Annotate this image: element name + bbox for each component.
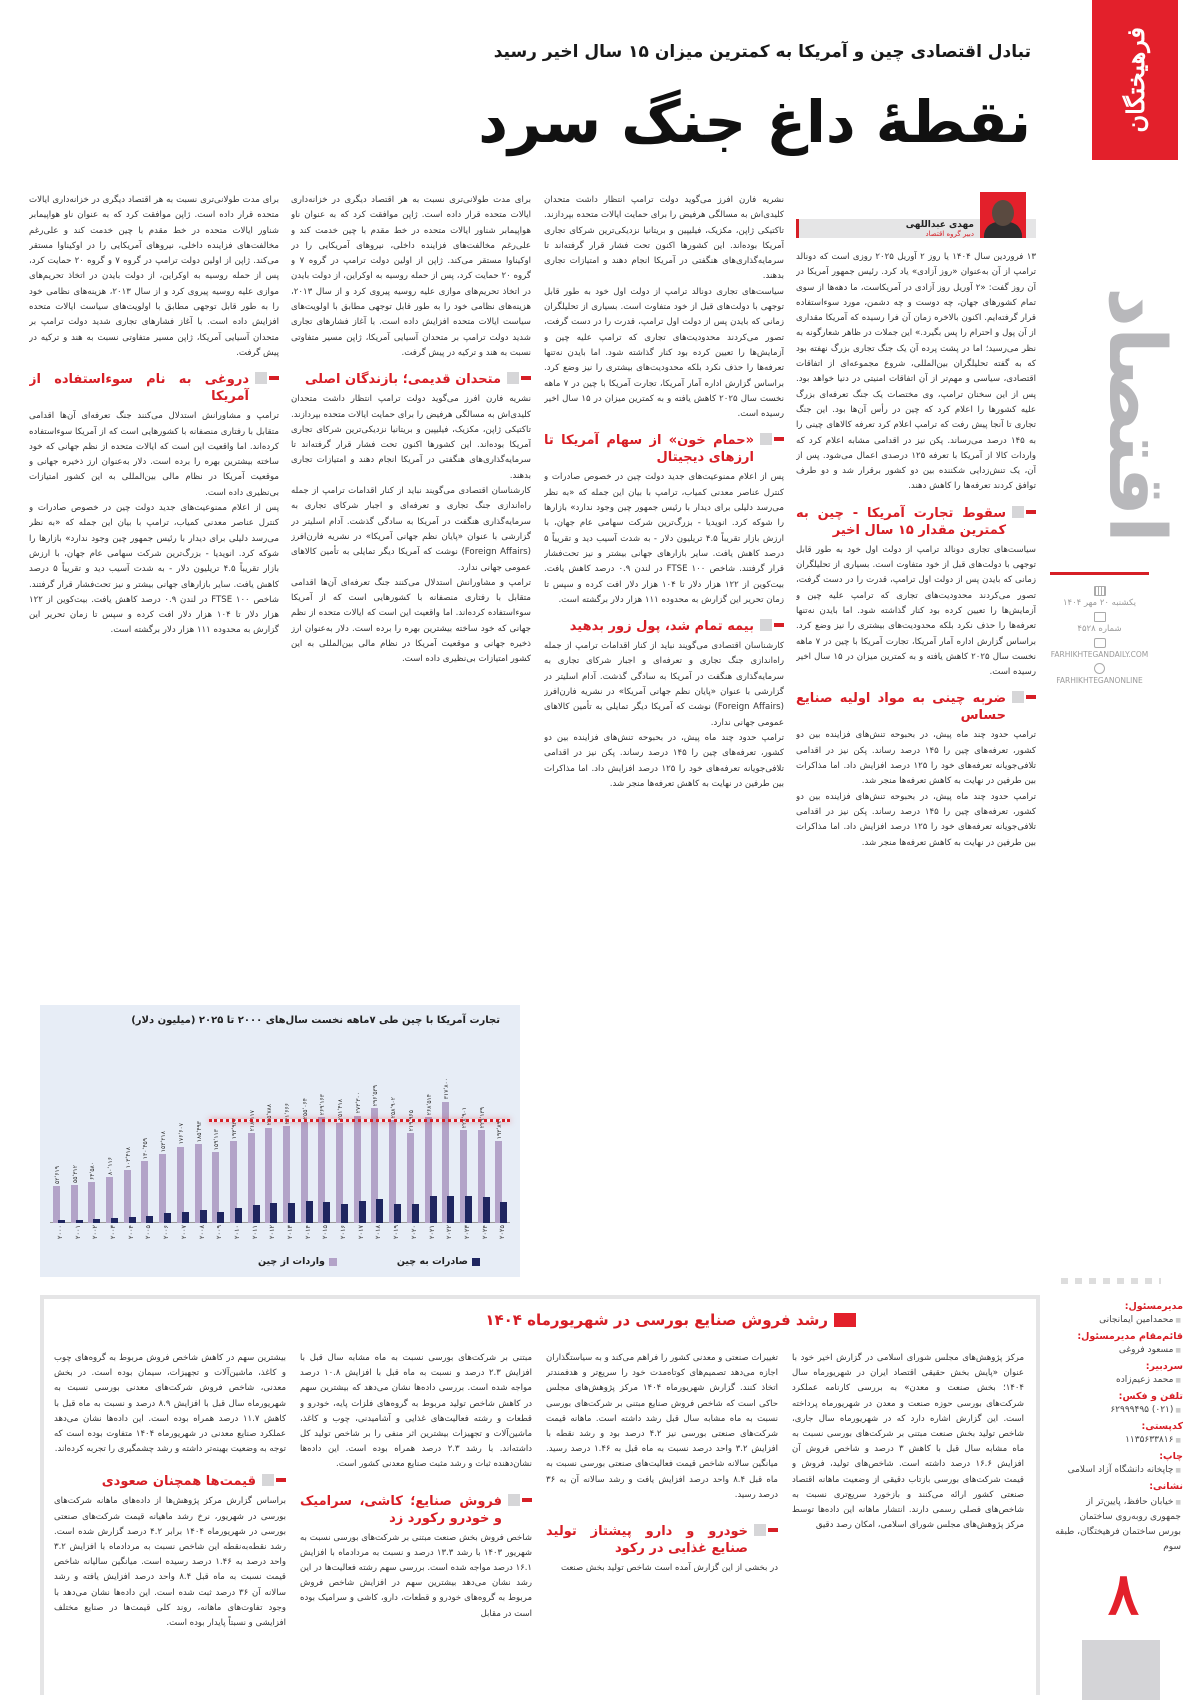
article-kicker: تبادل اقتصادی چین و آمریکا به کمترین میزان ۱۵ سال اخیر رسید xyxy=(493,42,1031,62)
import-bar xyxy=(88,1182,95,1223)
section-heading: قیمت‌ها همچنان صعودی xyxy=(54,1473,286,1490)
export-bar xyxy=(323,1202,330,1223)
x-axis-label: ۲۰۰۰ xyxy=(56,1225,64,1239)
export-bar xyxy=(93,1219,100,1223)
bar-group xyxy=(52,1053,69,1223)
x-axis-label: ۲۰۱۵ xyxy=(321,1225,330,1239)
bar-group xyxy=(335,1053,352,1223)
x-axis-label: ۲۰۰۴ xyxy=(126,1225,135,1239)
bar-group xyxy=(370,1053,387,1223)
import-value: ۲۶۸٬۵۱۴ xyxy=(425,1094,433,1116)
bar-group xyxy=(477,1053,494,1223)
export-bar xyxy=(394,1204,401,1223)
section-text: ترامپ حدود چند ماه پیش، در بحبوحه تنش‌های فزاینده بین دو کشور، تعرفه‌های چین را ۱۴۵ درصد رساند. پکن نیز در اقدامی تلافی‌جویانه تعرفه‌های خود را ۱۲۵ درصد افزایش داد. اما مذاکرات بین طرفین در نهایت به کاهش تعرفه‌ها منجر شد. xyxy=(796,791,1036,848)
x-axis-label: ۲۰۰۱ xyxy=(73,1225,82,1239)
bar-group xyxy=(406,1053,423,1223)
import-value: ۱۹۳٬۸۹۰ xyxy=(496,1117,504,1140)
section-heading: متحدان قدیمی؛ بازندگان اصلی xyxy=(291,371,531,388)
export-bar xyxy=(164,1213,171,1223)
section-heading: خودرو و دارو پیشتاز تولید صنایع غذایی در رکود xyxy=(546,1523,778,1557)
export-bar xyxy=(111,1218,118,1223)
section-label: اقتصاد xyxy=(1091,287,1181,543)
x-axis-label: ۲۰۲۵ xyxy=(498,1225,507,1239)
export-bar xyxy=(341,1204,348,1223)
export-bar xyxy=(447,1196,454,1223)
bar-group xyxy=(300,1053,317,1223)
bottom-article-title: رشد فروش صنایع بورسی در شهریورماه ۱۴۰۴ xyxy=(485,1311,856,1329)
import-bar xyxy=(53,1186,60,1223)
x-axis-label: ۲۰۱۷ xyxy=(356,1225,365,1239)
social-handle[interactable]: FARHIKHTEGANONLINE xyxy=(1056,676,1143,685)
dots-decoration xyxy=(1061,1278,1161,1284)
section-text: برای مدت طولانی‌تری نسبت به هر اقتصاد دیگری در خزانه‌داری ایالات متحده قرار داده است. ژاپن موافقت کرد که به عنوان ناو هواپیمابر شناور ایالات متحده در خط مقدم با چین خدمت کند و علی‌رغم مخالفت‌های فزاینده داخلی، نیروهای آمریکایی را در اوکیناوا مستقر می‌کند. ژاپن از اولین دولت ترامپ در گروه ۷ و گروه ۲۰ حمایت کرد، پس از حمله روسیه به اوکراین، از دولت بایدن در اتخاذ تحریم‌های موازی علیه روسیه پیروی کرد و از سال ۲۰۱۳، هزینه‌های نظامی خود را به طور قابل توجهی مطابق با اولویت‌های سیاست ایالات متحده افزایش داده است. با آغاز فشارهای تجاری شدید دولت ترامپ بر متحدان آسیایی آمریکا، ژاپن مسیر متفاوتی نسبت به هند و ترکیه در پیش گرفت. xyxy=(291,195,531,358)
x-axis-label: ۲۰۲۴ xyxy=(480,1225,489,1239)
export-bar xyxy=(465,1196,472,1223)
section-heading: دروغی به نام سوءاستفاده از آمریکا xyxy=(29,371,279,405)
bar-group xyxy=(388,1053,405,1223)
author-photo xyxy=(980,192,1026,238)
import-value: ۲۱۸٬۱۱۷ xyxy=(248,1110,256,1132)
bottom-text: بیشترین سهم در کاهش شاخص فروش مربوط به گروه‌های چوب و کاغذ، ماشین‌آلات و تجهیزات، سیمان بوده است. در بخش معدنی، شاخص فروش شرکت‌های معدنی بورسی نسبت به شهریورماه سال قبل با افزایش ۸.۹ درصد و نسبت به ماه قبل با کاهش ۱۱.۷ درصد همراه بوده است. این داده‌ها نشان می‌دهد عملکرد صنایع معدنی در شهریورماه ۱۴۰۴ متفاوت بوده است که توجه به وضعیت بهینه‌تر داشته و رشد چشمگیری را تجربه کرده‌اند. xyxy=(54,1353,286,1455)
section-text: ترامپ و مشاورانش استدلال می‌کنند جنگ تعرفه‌ای آن‌ها اقدامی متقابل با رفتاری منصفانه با کشورهایی است که از آمریکا سوءاستفاده کرده‌اند. اما واقعیت این است که ایالات متحده از نظم جهانی که خود ساخته بیشترین بهره را برده است. دلار به‌عنوان ارز ذخیره جهانی و موقعیت آمریکا در نظام مالی بین‌المللی به این کشور امتیازات بی‌نظیری داده است. xyxy=(291,577,531,665)
x-axis-label: ۲۰۰۵ xyxy=(144,1225,153,1239)
masthead-value: ■ محمد زعیم‌زاده xyxy=(1055,1375,1183,1385)
bottom-text: شاخص فروش بخش صنعت مبتنی بر شرکت‌های بورسی نسبت به شهریور ۱۴۰۳ با رشد ۱۳.۳ درصد و نسبت به مردادماه با افزایش ۱۶.۱ درصد مواجه شده است. بررسی سهم رشته فعالیت‌ها در این رشد نشان می‌دهد بیشترین سهم در افزایش شاخص فروش مربوط به گروه‌های خودرو و قطعات، دارو، کاشی و سرامیک بوده است در مقابل xyxy=(300,1532,532,1619)
section-heading: «حمام خون» از سهام آمریکا تا ارزهای دیجیتال xyxy=(544,432,784,466)
bar-group xyxy=(229,1053,246,1223)
export-bar xyxy=(376,1199,383,1223)
divider xyxy=(1050,572,1149,575)
masthead-value: ■ چاپخانه دانشگاه آزاد اسلامی xyxy=(1055,1465,1183,1475)
x-axis-label: ۲۰۰۲ xyxy=(91,1225,100,1239)
chart-legend xyxy=(258,1256,480,1267)
x-axis-label: ۲۰۱۳ xyxy=(286,1225,294,1239)
reference-line xyxy=(209,1119,510,1122)
masthead-info xyxy=(1055,1295,1183,1555)
section-heading: سقوط تجارت آمریکا - چین به کمترین مقدار ۱۵ سال اخیر xyxy=(796,505,1036,539)
import-bar xyxy=(71,1185,78,1223)
issue-date: یکشنبه ۲۰ مهر ۱۴۰۴ xyxy=(1062,598,1137,608)
export-bar xyxy=(430,1196,437,1223)
export-bar xyxy=(483,1197,490,1223)
bar-group xyxy=(211,1053,228,1223)
newspaper-icon xyxy=(1094,612,1106,622)
bottom-column xyxy=(300,1351,532,1681)
import-value: ۱۳۰٬۴۵۹ xyxy=(142,1138,150,1160)
export-bar xyxy=(129,1217,136,1223)
x-axis-label: ۲۰۲۱ xyxy=(427,1225,436,1239)
chart-plot xyxy=(50,1043,510,1239)
section-text: کارشناسان اقتصادی می‌گویند نباید از کنار اقدامات ترامپ از جمله راه‌اندازی جنگ تجاری و تعرفه‌ای و اجبار شرکای تجاری به سرمایه‌گذاری هنگفت در آمریکا به سادگی گذشت. آدام اسلیتر در گزارشی با عنوان «پایان نظم جهانی آمریکا» در نشریه فارن‌افرز (Foreign Affairs) نوشت که آمریکا دیگر تمایلی به تأمین کالاهای عمومی جهانی ندارد. xyxy=(291,486,531,573)
bar-group xyxy=(176,1053,193,1223)
x-axis-label: ۲۰۲۲ xyxy=(445,1225,454,1239)
bar-group xyxy=(441,1053,458,1223)
x-axis-label: ۲۰۰۷ xyxy=(179,1225,188,1239)
section-heading: فروش صنایع؛ کاشی، سرامیک و خودرو رکورد زد xyxy=(300,1493,532,1527)
section-text: پس از اعلام ممنوعیت‌های جدید دولت چین در خصوص صادرات و کنترل عناصر معدنی کمیاب، ترامپ با بیان این جمله که «به نظر می‌رسد دلیلی برای دیدار با رئیس جمهور چین وجود ندارد» بازارها را شوکه کرد. انویدیا - بزرگ‌ترین شرکت سهامی عام جهان، با ارزش بازار تقریباً ۴.۵ تریلیون دلار - به شدت آسیب دید و تقریباً ۵ درصد کاهش یافت. سایر بازارهای جهانی بیشتر و نیز تحت‌فشار قرار گرفتند. شاخص FTSE ۱۰۰ در لندن ۰.۹ درصد کاهش یافت. بیت‌کوین از ۱۲۲ هزار دلار تا ۱۰۴ هزار دلار افت کرده و سپس تا زمان تحریر این گزارش به محدوده ۱۱۱ هزار دلار برگشته است. xyxy=(29,503,279,636)
export-bar xyxy=(270,1203,277,1223)
author-byline xyxy=(796,192,1036,242)
x-axis-label: ۲۰۰۹ xyxy=(215,1225,224,1239)
x-axis-label: ۲۰۰۳ xyxy=(109,1225,118,1239)
import-value: ۶۴٬۵۸۰ xyxy=(89,1162,97,1181)
bottom-article xyxy=(40,1295,1040,1695)
import-value: ۲۹۶٬۵۳۹ xyxy=(372,1085,380,1107)
import-value: ۲۵۵٬۰۶۴ xyxy=(301,1098,309,1120)
author-name: مهدی عبداللهی xyxy=(905,220,974,230)
sidebar xyxy=(1050,0,1191,1700)
article-lead: ۱۳ فروردین سال ۱۴۰۴ یا روز ۲ آوریل ۲۰۲۵ روزی است که دونالد ترامپ از آن به‌عنوان «روز آزادی» یاد کرد. رئیس جمهور آمریکا در آن روز گفت: «۲ آوریل روز آزادی در آمریکاست، ما دهه‌ها از سوی تمام کشورهای جهان، چه دوست و چه دشمن، مورد سوءاستفاده قرار گرفته‌ایم. اکنون بالاخره زمان آن فرا رسیده که آمریکا مقداری از آن پول و احترام را پس بگیرد.» این جملات در ظاهر شعارگونه به نظر می‌رسید؛ اما در پشت پرده آن یک جنگ تجاری بزرگ نهفته بود که به گفته تحلیلگران بین‌المللی، شروع مجموعه‌ای از اتفاقات اقتصادی، سیاسی و مهم‌تر از آن اتفاقات امنیتی در دنیا خواهد بود. پس از این سخنان ترامپ، وی مختصات یک جنگ تعرفه‌ای بزرگ علیه کشورها را اعلام کرد که چین در رأس آن‌ها بود. این جنگ تجاری تا آنجا پیش رفت که ترامپ اعلام کرد تعرفه کالاهای چینی را به ۱۴۵ درصد می‌رساند. پکن نیز در اقدامی مشابه اعلام کرد که واردات کالا از آمریکا با تعرفه ۱۲۵ درصدی اعمال می‌شود. پس از آن، یک تنش‌زدایی شکننده بین دو کشور برقرار شد و دو طرف توافق کردند تعرفه‌ها را کاهش دهند. xyxy=(796,252,1036,492)
bottom-text: تغییرات صنعتی و معدنی کشور را فراهم می‌کند و به سیاستگذاران اجازه می‌دهد تصمیم‌های کوتاه‌مدت خود را سریع‌تر و هدفمندتر اتخاذ کنند. گزارش شهریورماه ۱۴۰۴ مرکز پژوهش‌های مجلس حاکی است که شاخص فروش صنایع مبتنی بر شرکت‌های بورسی نسبت به ماه مشابه سال قبل رشد داشته است. ماهانه قیمت شرکت‌های صنعتی بورسی نیز ۴.۲ درصد بود و رشد نقطه با افزایش ۳.۲ واحد درصد نسبت به ماه قبل به ۱.۴۶ درصد رسید. میانگین سالانه شاخص قیمت فعالیت‌های صنعتی بورسی نسبت به ماه قبل ۸.۴ واحد درصد افزایش یافت و رشد سالانه آن به ۳۶ درصد رسید. xyxy=(546,1353,778,1500)
logo-text: فرهیختگان xyxy=(1120,27,1150,133)
section-text: سیاست‌های تجاری دونالد ترامپ از دولت اول خود به طور قابل توجهی با دولت‌های قبل از خود متفاوت است. بسیاری از تحلیلگران زمانی که بایدن پس از دولت اول ترامپ، قدرت را در دست گرفت، تصور می‌کردند محدودیت‌های تجاری که ترامپ علیه چین و آزمایش‌ها را تعیین کرده بود کنار گذاشته شود. اما بایدن نه‌تنها تعرفه‌ها را حذف نکرد بلکه محدودیت‌های بیشتری را نیز وضع کرد. براساس گزارش اداره آمار آمریکا، تجارت آمریکا با چین در ۷ ماهه نخست سال ۲۰۲۵ کاهش یافته و به کمترین میزان در ۱۵ سال اخیر رسیده است. xyxy=(544,286,784,420)
chart-title: تجارت آمریکا با چین طی ۷ماهه نخست سال‌های ۲۰۰۰ تا ۲۰۲۵ (میلیون دلار) xyxy=(131,1015,500,1026)
masthead-value: ■ (۰۲۱) ۶۲۹۹۹۴۹۵ xyxy=(1055,1405,1183,1415)
web-icon xyxy=(1094,638,1106,648)
export-bar xyxy=(217,1212,224,1223)
issue-meta xyxy=(1050,582,1149,685)
import-value: ۲۱۹٬۹۶۵ xyxy=(407,1109,415,1131)
section-heading: بیمه تمام شد، پول زور بدهید xyxy=(544,618,784,635)
export-bar xyxy=(182,1212,189,1223)
masthead-label: سردبیر: xyxy=(1145,1361,1183,1372)
bottom-column xyxy=(54,1351,286,1681)
author-role: دبیر گروه اقتصاد xyxy=(925,230,974,238)
masthead-value: ■ محمدامین ایمانجانی xyxy=(1055,1315,1183,1325)
import-value: ۲۲۸٬۹۰۱ xyxy=(460,1106,468,1128)
import-bar xyxy=(124,1170,131,1223)
bar-group xyxy=(494,1053,511,1223)
bar-group xyxy=(70,1053,87,1223)
bar-group xyxy=(264,1053,281,1223)
x-axis-label: ۲۰۰۶ xyxy=(162,1225,171,1239)
x-axis-label: ۲۰۲۳ xyxy=(462,1225,471,1239)
section-text: برای مدت طولانی‌تری نسبت به هر اقتصاد دیگری در خزانه‌داری ایالات متحده قرار داده است. ژاپن موافقت کرد که به عنوان ناو هواپیمابر شناور ایالات متحده در خط مقدم با چین خدمت کند و علی‌رغم مخالفت‌های فزاینده داخلی، نیروهای آمریکایی را در اوکیناوا مستقر می‌کند. ژاپن از اولین دولت ترامپ در گروه ۷ و گروه ۲۰ حمایت کرد، پس از حمله روسیه به اوکراین، از دولت بایدن در اتخاذ تحریم‌های موازی علیه روسیه پیروی کرد و از سال ۲۰۱۳، هزینه‌های نظامی خود را به طور قابل توجهی مطابق با اولویت‌های سیاست ایالات متحده افزایش داده است. با آغاز فشارهای تجاری شدید دولت ترامپ بر متحدان آسیایی آمریکا، ژاپن مسیر متفاوتی نسبت به هند و ترکیه در پیش گرفت. xyxy=(29,195,279,358)
website-link[interactable]: FARHIKHTEGANDAILY.COM xyxy=(1050,650,1149,659)
export-bar xyxy=(76,1220,83,1223)
bar-group xyxy=(282,1053,299,1223)
bottom-column xyxy=(792,1351,1024,1681)
grey-block xyxy=(1082,1640,1160,1700)
export-bar xyxy=(58,1220,65,1223)
import-bar xyxy=(141,1161,148,1223)
export-bar xyxy=(288,1203,295,1223)
bar-group xyxy=(158,1053,175,1223)
export-bar xyxy=(359,1201,366,1223)
bottom-text: براساس گزارش مرکز پژوهش‌ها از داده‌های ماهانه شرکت‌های بورسی در شهریور، نرخ رشد ماهیانه قیمت شرکت‌های صنعتی بورسی در شهریورماه ۱۴۰۴ برابر ۴.۲ درصد گزارش شده است. رشد نقطه‌به‌نقطه این شاخص نسبت به مردادماه با افزایش ۳.۲ واحد درصد به ۱.۴۶ درصد رسیده است. میانگین سالیانه شاخص قیمت نسبت به ماه قبل ۸.۴ واحد درصد افزایش یافته و رشد سالانه آن ۳۶ درصد ثبت شده است. این داده‌ها نشان می‌دهد با وجود تفاوت‌های ماهانه، روند کلی قیمت‌ها در صنایع مختلف افزایشی و نسبتاً پایدار بوده است. xyxy=(54,1496,286,1629)
import-value: ۱۹۳٬۹۳۳ xyxy=(230,1117,238,1140)
x-axis-label: ۲۰۱۹ xyxy=(392,1225,401,1239)
import-value: ۱۸۵٬۴۹۳ xyxy=(195,1120,203,1142)
masthead-value: ■ خیابان حافظ، پایین‌تر از جمهوری روبه‌روی ساختمان بورس ساختمان فرهیختگان، طبقه سوم xyxy=(1055,1495,1183,1555)
section-text: ترامپ حدود چند ماه پیش، در بحبوحه تنش‌های فزاینده بین دو کشور، تعرفه‌های چین را ۱۴۵ درصد رساند. پکن نیز در اقدامی تلافی‌جویانه تعرفه‌های خود را ۱۲۵ درصد افزایش داد. اما مذاکرات بین طرفین در نهایت به کاهش تعرفه‌ها منجر شد. xyxy=(796,730,1036,787)
bottom-text: مبتنی بر شرکت‌های بورسی نسبت به ماه مشابه سال قبل با افزایش ۲.۳ درصد و نسبت به ماه قبل با افزایش ۱۰.۸ درصد مواجه شده است. بررسی داده‌ها نشان می‌دهد که بیشترین سهم در کاهش شاخص تولید مربوط به گروه‌های فلزات پایه، خودرو و قطعات و رشته فعالیت‌های غذایی و آشامیدنی، چوب و کاغذ، ماشین‌آلات و تجهیزات بیشترین اثر منفی را بر شاخص تولید کل داشته‌اند. با رشد ۲.۳ درصد همراه بوده است. این داده‌ها نشان‌دهنده ثبات و رشد مثبت صنایع معدنی کشور است. xyxy=(300,1353,532,1470)
import-value: ۲۲۹٬۱۳۹ xyxy=(478,1106,486,1128)
article-headline: نقطهٔ داغ جنگ سرد xyxy=(478,88,1031,156)
import-value: ۲۵۱٬۴۱۸ xyxy=(337,1099,345,1121)
issue-number: شماره ۴۵۲۸ xyxy=(1077,624,1122,634)
import-value: ۲۳۵٬۷۸۸ xyxy=(266,1104,274,1126)
x-axis-label: ۲۰۱۶ xyxy=(339,1225,348,1239)
import-bar xyxy=(106,1177,113,1223)
bottom-text: در بخشی از این گزارش آمده است شاخص تولید بخش صنعت xyxy=(560,1563,778,1574)
bar-group xyxy=(123,1053,140,1223)
import-value: ۸۰٬۱۱۶ xyxy=(107,1157,115,1176)
export-bar xyxy=(500,1202,507,1223)
section-text: ترامپ حدود چند ماه پیش، در بحبوحه تنش‌های فزاینده بین دو کشور، تعرفه‌های چین را ۱۴۵ درصد رساند. پکن نیز در اقدامی تلافی‌جویانه تعرفه‌های خود را ۱۲۵ درصد افزایش داد. اما مذاکرات بین طرفین در نهایت به کاهش تعرفه‌ها منجر شد. xyxy=(544,732,784,789)
bottom-column xyxy=(546,1351,778,1681)
section-text: نشریه فارن افرز می‌گوید دولت ترامپ انتظار داشت متحدان کلیدی‌اش به مسالگی هرفیض را برای حمایت ایالات متحده بپردازند. تاکتیکی ژاپن، مکزیک، فیلیپین و بریتانیا نزدیکی‌ترین شرکای تجاری آمریکا بوده‌اند. این کشورها اکنون تحت فشار قرار گرفته‌اند تا سرمایه‌گذاری‌های هنگفتی در آمریکا انجام دهند و امتیازات تجاری بدهند. xyxy=(544,195,784,282)
masthead-label: قائم‌مقام مدیرمسئول: xyxy=(1077,1331,1183,1342)
bar-group xyxy=(247,1053,264,1223)
export-bar xyxy=(235,1208,242,1224)
trade-chart xyxy=(40,1005,520,1277)
bar-group xyxy=(105,1053,122,1223)
article-column xyxy=(29,193,279,993)
bar-group xyxy=(194,1053,211,1223)
article-column xyxy=(544,193,784,1263)
x-axis-label: ۲۰۱۱ xyxy=(250,1225,259,1239)
import-value: ۲۷۳٬۳۰۰ xyxy=(354,1092,362,1114)
masthead-label: نشانی: xyxy=(1149,1481,1183,1492)
article-column xyxy=(796,250,1036,1265)
bar-group xyxy=(459,1053,476,1223)
bar-group xyxy=(424,1053,441,1223)
import-value: ۱۵۳٬۲۱۸ xyxy=(160,1130,168,1153)
import-value: ۱۵۹٬۱۱۳ xyxy=(213,1128,221,1151)
page-number: ۸ xyxy=(1107,1560,1139,1628)
import-value: ۵۵٬۳۱۲ xyxy=(71,1165,79,1184)
section-text: پس از اعلام ممنوعیت‌های جدید دولت چین در خصوص صادرات و کنترل عناصر معدنی کمیاب، ترامپ با بیان این جمله که «به نظر می‌رسد دلیلی برای دیدار با رئیس جمهور چین وجود ندارد» بازارها را شوکه کرد. انویدیا - بزرگ‌ترین شرکت سهامی عام جهان، با ارزش بازار تقریباً ۴.۵ تریلیون دلار - به شدت آسیب دید و تقریباً ۵ درصد کاهش یافت. سایر بازارهای جهانی بیشتر و نیز تحت‌فشار قرار گرفتند. شاخص FTSE ۱۰۰ در لندن ۰.۹ درصد کاهش یافت. بیت‌کوین از ۱۲۲ هزار دلار تا ۱۰۴ هزار دلار افت کرده و سپس تا زمان تحریر این گزارش به محدوده ۱۱۱ هزار دلار برگشته است. xyxy=(544,472,784,605)
export-bar xyxy=(146,1216,153,1223)
masthead-label: تلفن و فکس: xyxy=(1118,1391,1183,1402)
legend-imports: واردات از چین xyxy=(258,1256,337,1267)
import-value: ۲۶۹٬۱۶۳ xyxy=(319,1093,327,1116)
section-text: نشریه فارن افرز می‌گوید دولت ترامپ انتظار داشت متحدان کلیدی‌اش به مسالگی هرفیض را برای حمایت ایالات متحده بپردازند. تاکتیکی ژاپن، مکزیک، فیلیپین و بریتانیا نزدیکی‌ترین شرکای تجاری آمریکا بوده‌اند. این کشورها اکنون تحت فشار قرار گرفته‌اند تا سرمایه‌گذاری‌های هنگفتی در آمریکا انجام دهند و امتیازات تجاری بدهند. xyxy=(291,394,531,481)
bar-group xyxy=(140,1053,157,1223)
import-value: ۲۴۱٬۶۶۶ xyxy=(284,1102,291,1124)
x-axis-label: ۲۰۲۰ xyxy=(409,1225,418,1239)
x-axis-label: ۲۰۱۰ xyxy=(232,1225,241,1239)
masthead-label: کدپستی: xyxy=(1141,1421,1183,1432)
import-value: ۱۰۳٬۴۱۸ xyxy=(124,1146,132,1168)
bar-group xyxy=(87,1053,104,1223)
bar-group xyxy=(353,1053,370,1223)
calendar-icon xyxy=(1094,586,1106,596)
section-text: کارشناسان اقتصادی می‌گویند نباید از کنار اقدامات ترامپ از جمله راه‌اندازی جنگ تجاری و تعرفه‌ای و اجبار شرکای تجاری به سرمایه‌گذاری هنگفت در آمریکا به سادگی گذشت. آدام اسلیتر در گزارشی با عنوان «پایان نظم جهانی آمریکا» در نشریه فارن‌افرز (Foreign Affairs) نوشت که آمریکا دیگر تمایلی به تأمین کالاهای عمومی جهانی ندارد. xyxy=(544,641,784,728)
export-bar xyxy=(412,1204,419,1223)
bar-group xyxy=(317,1053,334,1223)
social-icon xyxy=(1094,663,1105,674)
export-bar xyxy=(200,1210,207,1223)
import-value: ۵۲٬۶۱۹ xyxy=(54,1166,61,1185)
masthead-value: ■ مسعود فروغی xyxy=(1055,1345,1183,1355)
import-value: ۳۱۷٬۸۰۰ xyxy=(443,1078,451,1100)
legend-exports: صادرات به چین xyxy=(397,1256,480,1267)
newspaper-logo[interactable] xyxy=(1092,0,1178,160)
x-axis-label: ۲۰۰۸ xyxy=(197,1225,206,1239)
bottom-text: مرکز پژوهش‌های مجلس شورای اسلامی در گزارش اخیر خود با عنوان «پایش بخش حقیقی اقتصاد ایران در شهریورماه سال ۱۴۰۴؛ بخش صنعت و معدن» به بررسی کارنامه عملکرد شرکت‌های بورسی حوزه صنعت و معدن در شهریورماه پرداخته است. این گزارش اشاره دارد که در شهریورماه سال جاری، شاخص تولید بخش صنعت مبتنی بر شرکت‌های بورسی نسبت به ماه مشابه سال قبل با کاهش ۳ درصد و شاخص فروش آن افزایش ۱۶.۶ درصد داشته است. شاخص‌های تولید، فروش و قیمت شرکت‌های بورسی بازتاب دقیقی از وضعیت ماهانه اقتصاد صنعتی کشور ارائه می‌کنند و بازخورد سریع‌تری نسبت به شاخص‌های فصلی رسمی دارند. انتشار ماهانه این داده‌ها توسط مرکز پژوهش‌های مجلس شورای اسلامی، امکان رصد دقیق xyxy=(792,1353,1024,1531)
masthead-label: مدیرمسئول: xyxy=(1124,1301,1183,1312)
x-axis-label: ۲۰۱۴ xyxy=(303,1225,312,1239)
import-value: ۲۵۸٬۹۰۲ xyxy=(390,1097,398,1119)
masthead-value: ■ ۱۱۳۵۶۳۳۸۱۶ xyxy=(1055,1435,1183,1445)
x-axis-label: ۲۰۱۸ xyxy=(374,1225,383,1239)
export-bar xyxy=(253,1205,260,1223)
article-column xyxy=(291,193,531,993)
section-text: ترامپ و مشاورانش استدلال می‌کنند جنگ تعرفه‌ای آن‌ها اقدامی متقابل با رفتاری منصفانه با کشورهایی است که از آمریکا سوءاستفاده کرده‌اند. اما واقعیت این است که ایالات متحده از نظم جهانی که خود ساخته بیشترین بهره را برده است. دلار به‌عنوان ارز ذخیره جهانی و موقعیت آمریکا در نظام مالی بین‌المللی به این کشور امتیازات بی‌نظیری داده است. xyxy=(29,411,279,498)
masthead-label: چاپ: xyxy=(1159,1451,1183,1462)
export-bar xyxy=(306,1201,313,1223)
import-value: ۱۷۶٬۶۰۷ xyxy=(177,1123,185,1145)
x-axis-label: ۲۰۱۲ xyxy=(268,1225,277,1239)
section-text: سیاست‌های تجاری دونالد ترامپ از دولت اول خود به طور قابل توجهی با دولت‌های قبل از خود متفاوت است. بسیاری از تحلیلگران زمانی که بایدن پس از دولت اول ترامپ، قدرت را در دست گرفت، تصور می‌کردند محدودیت‌های تجاری که ترامپ علیه چین و آزمایش‌ها را تعیین کرده بود کنار گذاشته شود. اما بایدن نه‌تنها تعرفه‌ها را حذف نکرد بلکه محدودیت‌های بیشتری را نیز وضع کرد. براساس گزارش اداره آمار آمریکا، تجارت آمریکا با چین در ۷ ماهه نخست سال ۲۰۲۵ کاهش یافته و به کمترین میزان در ۱۵ سال اخیر رسیده است. xyxy=(796,544,1036,678)
section-heading: ضربه چینی به مواد اولیه صنایع حساس xyxy=(796,690,1036,724)
